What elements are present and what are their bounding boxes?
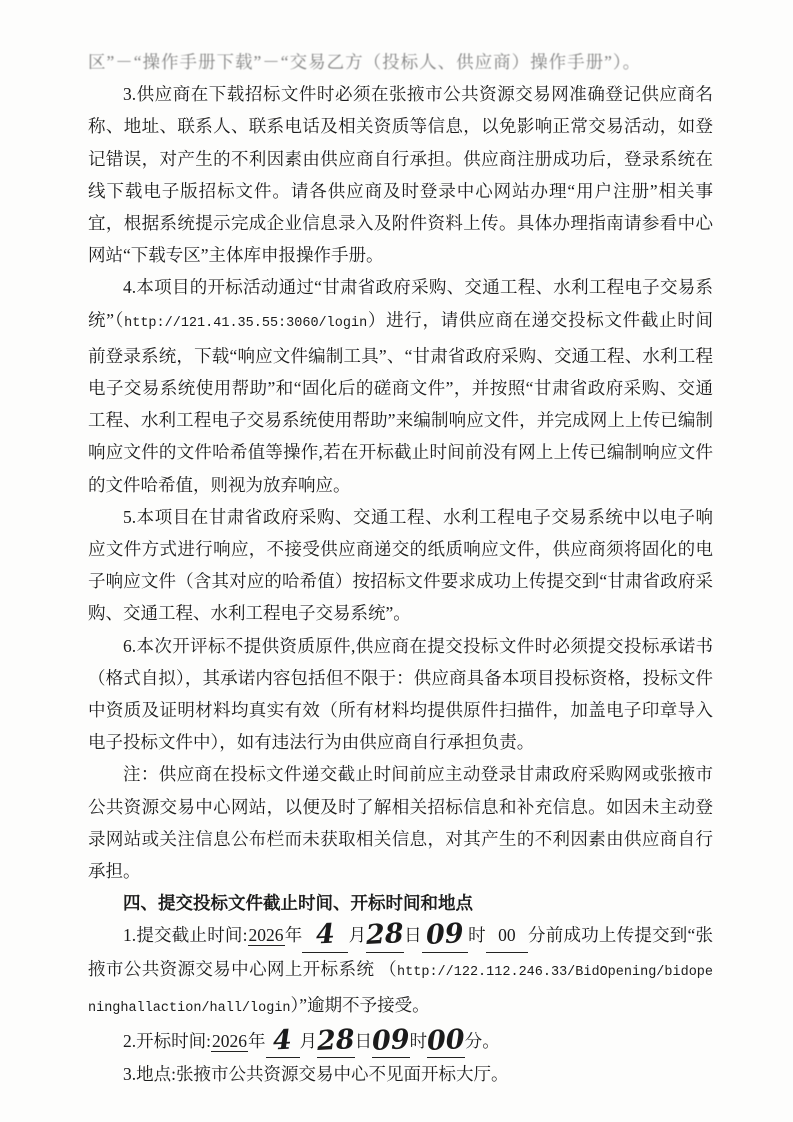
opening-hour-handwritten: 09 bbox=[371, 1024, 411, 1058]
clause-5-paragraph: 5.本项目在甘肃省政府采购、交通工程、水利工程电子交易系统中以电子响应文件方式进行响应，不接受供应商递交的纸质响应文件，供应商须将固化的电子响应文件（含其对应的哈希值）按招标文件要求成功上传提交到“甘肃省政府采购、交通工程、水利工程电子交易系统”。 bbox=[88, 506, 713, 624]
opening-month-handwritten: 4 bbox=[272, 1024, 293, 1057]
opening-day-unit: 日 bbox=[354, 1031, 373, 1052]
opening-day-handwritten: 28 bbox=[316, 1024, 356, 1058]
opening-day-blank bbox=[317, 1025, 355, 1058]
opening-time-label: 2.开标时间: bbox=[123, 1031, 211, 1052]
opening-hour-unit: 时 bbox=[409, 1031, 428, 1052]
bid-opening-hall-url: http://122.112.246.33/BidOpening/bidopeninghallaction/hall/login bbox=[88, 964, 713, 1016]
opening-time-item bbox=[88, 1025, 713, 1058]
deadline-year-value: 2026 bbox=[248, 925, 284, 946]
opening-hour-blank bbox=[372, 1025, 410, 1058]
continuation-line: 区”－“操作手册下载”－“交易乙方（投标人、供应商）操作手册”）。 bbox=[88, 52, 642, 72]
trading-system-login-url: http://121.41.35.55:3060/login bbox=[124, 315, 368, 331]
opening-minute-blank bbox=[427, 1025, 465, 1058]
deadline-hour-blank bbox=[422, 919, 468, 952]
deadline-hour-handwritten: 09 bbox=[425, 918, 465, 952]
deadline-day-handwritten: 28 bbox=[365, 918, 405, 952]
deadline-year-unit: 年 bbox=[284, 925, 303, 946]
deadline-month-blank bbox=[302, 919, 348, 952]
opening-time-suffix: 。 bbox=[482, 1031, 500, 1052]
clause-4-text-after-url: ）进行，请供应商在递交投标文件截止时间前登录系统，下载“响应文件编制工具”、“甘肃省政府采购、交通工程、水利工程电子交易系统使用帮助”和“固化后的磋商文件”，并按照“甘肃省政府采购、交通工程、水利工程电子交易系统使用帮助”来编制响应文件，并完成网上上传已编制响应文件的文件哈希值等操作,若在开标截止时间前没有网上上传已编制响应文件的文件哈希值，则视为放弃响应。 bbox=[88, 309, 713, 495]
deadline-label: 1.提交截止时间: bbox=[123, 925, 248, 946]
deadline-hour-unit: 时 bbox=[467, 925, 486, 946]
opening-minute-handwritten: 00 bbox=[426, 1024, 466, 1058]
deadline-month-handwritten: 4 bbox=[315, 919, 336, 951]
page-content bbox=[88, 46, 713, 1091]
section-4-heading: 四、提交投标文件截止时间、开标时间和地点 bbox=[123, 893, 473, 914]
opening-month-unit: 月 bbox=[299, 1031, 317, 1052]
deadline-text-after-url: ）”逾期不予接受。 bbox=[290, 994, 430, 1015]
opening-year-unit: 年 bbox=[248, 1031, 266, 1052]
submission-deadline-item bbox=[88, 919, 713, 1025]
clause-4-paragraph bbox=[88, 271, 713, 500]
note-paragraph: 注：供应商在投标文件递交截止时间前应主动登录甘肃政府采购网或张掖市公共资源交易中心网站，以便及时了解相关招标信息和补充信息。如因未主动登录网站或关注信息公布栏而未获取相关信息，对其产生的不利因素由供应商自行承担。 bbox=[88, 764, 713, 882]
deadline-month-unit: 月 bbox=[348, 925, 367, 946]
clause-3-paragraph: 3.供应商在下载招标文件时必须在张掖市公共资源交易网准确登记供应商名称、地址、联系人、联系电话及相关资质等信息，以免影响正常交易活动，如登记错误，对产生的不利因素由供应商自行承担。供应商注册成功后，登录系统在线下载电子版招标文件。请各供应商及时登录中心网站办理“用户注册”相关事宜，根据系统提示完成企业信息录入及附件资料上传。具体办理指南请参看中心网站“下载专区”主体库申报操作手册。 bbox=[88, 84, 713, 266]
deadline-minute-unit: 分 bbox=[527, 925, 546, 946]
deadline-minute-value: 00 bbox=[486, 919, 528, 952]
opening-month-blank bbox=[266, 1025, 300, 1058]
opening-year-value: 2026 bbox=[212, 1031, 247, 1052]
location-item: 3.地点:张掖市公共资源交易中心不见面开标大厅。 bbox=[123, 1064, 509, 1085]
opening-minute-unit: 分 bbox=[464, 1031, 483, 1052]
deadline-day-blank bbox=[366, 919, 404, 952]
clause-4-text-before-url: 4.本项目的开标活动通过“甘肃省政府采购、交通工程、水利工程电子交易系统”（ bbox=[88, 277, 713, 330]
clause-6-paragraph: 6.本次开评标不提供资质原件,供应商在提交投标文件时必须提交投标承诺书（格式自拟），其承诺内容包括但不限于：供应商具备本项目投标资格，投标文件中资质及证明材料均真实有效（所有材料均提供原件扫描件，加盖电子印章导入电子投标文件中），如有违法行为由供应商自行承担负责。 bbox=[88, 635, 713, 753]
deadline-text-before-url: 前成功上传提交到“张掖市公共资源交易中心网上开标系统 （ bbox=[88, 925, 714, 979]
deadline-day-unit: 日 bbox=[403, 925, 422, 946]
